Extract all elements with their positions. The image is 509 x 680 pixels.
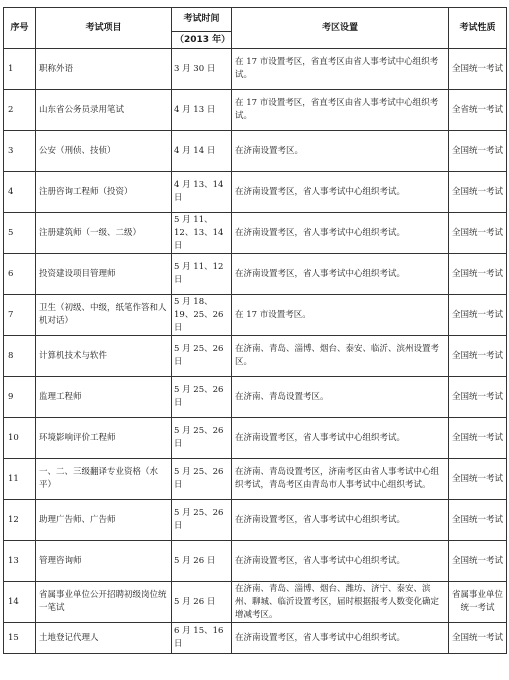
exam-date: 4 月 13、14 日 [172,172,232,213]
exam-name: 土地登记代理人 [36,623,172,654]
exam-name: 职称外语 [36,49,172,90]
header-time: 考试时间 [172,8,232,32]
table-row [4,418,507,459]
table-row [4,623,507,654]
exam-date: 3 月 30 日 [172,49,232,90]
exam-area: 在济南设置考区，省人事考试中心组织考试。 [232,623,449,654]
exam-area: 在 17 市设置考区。 [232,295,449,336]
row-number: 6 [4,254,36,295]
header-year: （2013 年） [172,32,232,49]
table-row [4,49,507,90]
exam-nature: 全省统一考试 [449,90,507,131]
row-number: 9 [4,377,36,418]
exam-area: 在 17 市设置考区，省直考区由省人事考试中心组织考试。 [232,90,449,131]
table-row [4,582,507,623]
exam-date: 5 月 25、26 日 [172,418,232,459]
header-nature: 考试性质 [449,8,507,49]
exam-name: 注册建筑师（一级、二级） [36,213,172,254]
row-number: 3 [4,131,36,172]
exam-area: 在济南设置考区，省人事考试中心组织考试。 [232,500,449,541]
exam-date: 4 月 13 日 [172,90,232,131]
exam-area: 在济南设置考区，省人事考试中心组织考试。 [232,541,449,582]
table-row [4,459,507,500]
exam-name: 一、二、三级翻译专业资格（水平） [36,459,172,500]
exam-date: 5 月 11、12 日 [172,254,232,295]
row-number: 14 [4,582,36,623]
row-number: 5 [4,213,36,254]
exam-date: 5 月 25、26 日 [172,459,232,500]
exam-area: 在济南、青岛、淄博、烟台、潍坊、济宁、泰安、滨州、聊城、临沂设置考区，届时根据报考人数变化确定增减考区。 [232,582,449,623]
row-number: 1 [4,49,36,90]
exam-nature: 全国统一考试 [449,336,507,377]
exam-nature: 全国统一考试 [449,49,507,90]
exam-nature: 全国统一考试 [449,172,507,213]
table-row [4,213,507,254]
exam-nature: 全国统一考试 [449,500,507,541]
exam-nature: 全国统一考试 [449,131,507,172]
exam-area: 在济南设置考区，省人事考试中心组织考试。 [232,213,449,254]
exam-name: 助理广告师、广告师 [36,500,172,541]
exam-nature: 全国统一考试 [449,459,507,500]
exam-date: 5 月 11、12、13、14 日 [172,213,232,254]
exam-date: 5 月 25、26 日 [172,500,232,541]
table-row [4,172,507,213]
exam-nature: 全国统一考试 [449,254,507,295]
exam-schedule-table [3,7,507,654]
header-area: 考区设置 [232,8,449,49]
table-row [4,295,507,336]
exam-nature: 全国统一考试 [449,541,507,582]
exam-nature: 省属事业单位统一考试 [449,582,507,623]
exam-nature: 全国统一考试 [449,377,507,418]
row-number: 8 [4,336,36,377]
exam-nature: 全国统一考试 [449,213,507,254]
exam-name: 公安（刑侦、技侦） [36,131,172,172]
exam-name: 卫生（初级、中级，纸笔作答和人机对话） [36,295,172,336]
row-number: 4 [4,172,36,213]
table-row [4,541,507,582]
exam-name: 管理咨询师 [36,541,172,582]
table-row [4,254,507,295]
table-row [4,500,507,541]
exam-area: 在济南、青岛设置考区。 [232,377,449,418]
exam-area: 在 17 市设置考区，省直考区由省人事考试中心组织考试。 [232,49,449,90]
exam-name: 监理工程师 [36,377,172,418]
exam-nature: 全国统一考试 [449,418,507,459]
exam-date: 5 月 25、26 日 [172,336,232,377]
exam-date: 6 月 15、16 日 [172,623,232,654]
exam-nature: 全国统一考试 [449,295,507,336]
exam-area: 在济南设置考区，省人事考试中心组织考试。 [232,172,449,213]
exam-nature: 全国统一考试 [449,623,507,654]
row-number: 12 [4,500,36,541]
table-row [4,336,507,377]
exam-name: 省属事业单位公开招聘初级岗位统一笔试 [36,582,172,623]
exam-area: 在济南设置考区。 [232,131,449,172]
exam-name: 山东省公务员录用笔试 [36,90,172,131]
exam-name: 计算机技术与软件 [36,336,172,377]
exam-area: 在济南、青岛设置考区，济南考区由省人事考试中心组织考试，青岛考区由青岛市人事考试中心组织考试。 [232,459,449,500]
exam-area: 在济南设置考区，省人事考试中心组织考试。 [232,254,449,295]
header-exam: 考试项目 [36,8,172,49]
exam-name: 注册咨询工程师（投资） [36,172,172,213]
row-number: 7 [4,295,36,336]
row-number: 2 [4,90,36,131]
exam-area: 在济南设置考区，省人事考试中心组织考试。 [232,418,449,459]
row-number: 13 [4,541,36,582]
exam-name: 环境影响评价工程师 [36,418,172,459]
table-row [4,377,507,418]
header-no: 序号 [4,8,36,49]
row-number: 11 [4,459,36,500]
table-row [4,131,507,172]
exam-date: 5 月 18、19、25、26 日 [172,295,232,336]
exam-date: 5 月 26 日 [172,541,232,582]
row-number: 10 [4,418,36,459]
exam-date: 5 月 26 日 [172,582,232,623]
exam-date: 4 月 14 日 [172,131,232,172]
row-number: 15 [4,623,36,654]
exam-area: 在济南、青岛、淄博、烟台、泰安、临沂、滨州设置考区。 [232,336,449,377]
exam-date: 5 月 25、26 日 [172,377,232,418]
table-row [4,90,507,131]
exam-name: 投资建设项目管理师 [36,254,172,295]
